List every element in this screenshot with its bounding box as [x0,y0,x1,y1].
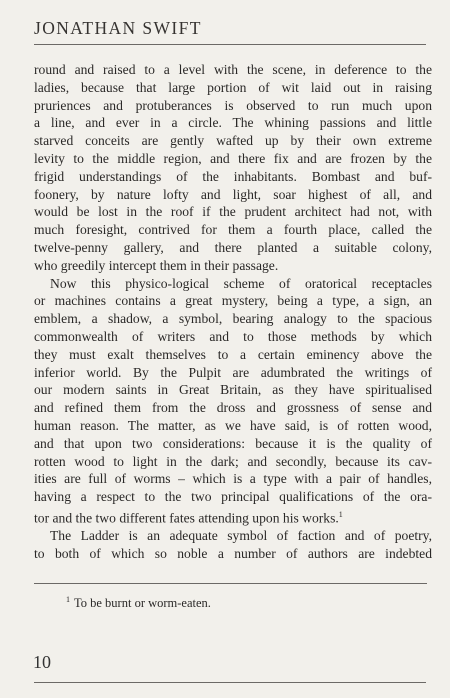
text-line: The Ladder is an adequate symbol of faction and of poetry, [50,528,432,544]
text-line: human reason. The matter, as we have said, is of rotten wood, [34,417,432,433]
text-line: much foresight, contrived for them a fourth place, called the [34,222,432,238]
text-line: our modern saints in Great Britain, as they have spiritualised [34,382,432,398]
text-line: ities are full of worms – which is a type with a pair of handles, [34,471,432,487]
page-number: 10 [33,652,51,672]
text-line: and refined them from the dross and grossness of sense and [34,400,432,416]
footnote-text: To be burnt or worm-eaten. [74,596,211,611]
text-line: foonery, by nature lofty and light, soar highest of all, and [34,186,432,202]
text-line: emblem, a shadow, a symbol, bearing analogy to the spacious [34,311,432,327]
text-line: starved conceits are gently wafted up by their own extreme [34,133,432,149]
text-line: a line, and ever in a circle. The whining passions and little [34,115,432,131]
text-line: frigid understandings of the inhabitants. Bombast and buf- [34,168,432,184]
running-head: JONATHAN SWIFT [34,18,202,38]
text-line: and that upon two considerations: because it is the quality of [34,435,432,451]
header-rule [34,44,426,45]
text-line: having a respect to the two principal qualifications of the ora- [34,489,432,505]
text-line: or machines contains a great mystery, being a type, a sign, an [34,293,432,309]
bottom-rule [34,682,426,683]
text-line: levity to the middle region, and there fix and are frozen by the [34,150,432,166]
text-line: pruriences and protuberances is observed to run much upon [34,97,432,113]
footnote-marker: 1 [66,595,70,604]
text-line: they must exalt themselves to a certain eminency above the [34,346,432,362]
text-line-content: tor and the two different fates attending upon his works. [34,510,339,526]
text-line: commonwealth of writers and to those methods by which [34,328,432,344]
text-line: would be lost in the roof if the prudent architect had not, with [34,204,432,220]
text-line: round and raised to a level with the scene, in deference to the [34,62,432,77]
text-line: inferior world. By the Pulpit are adumbrated the writings of [34,364,432,380]
text-line: to both of which so noble a number of authors are indebted [34,546,432,562]
text-line: ladies, because that large portion of wit laid out in raising [34,79,432,95]
text-line: who greedily intercept them in their passage. [34,257,279,273]
body-text [34,61,432,563]
footnote-rule [34,583,427,584]
text-line: Now this physico-logical scheme of oratorical receptacles [50,275,432,291]
text-line: twelve-penny gallery, and there planted a suitable colony, [34,239,432,255]
footnote-reference: 1 [338,509,343,519]
footnote [66,595,211,611]
text-line [34,506,432,527]
text-line: rotten wood to light in the dark; and secondly, because its cav- [34,453,432,469]
